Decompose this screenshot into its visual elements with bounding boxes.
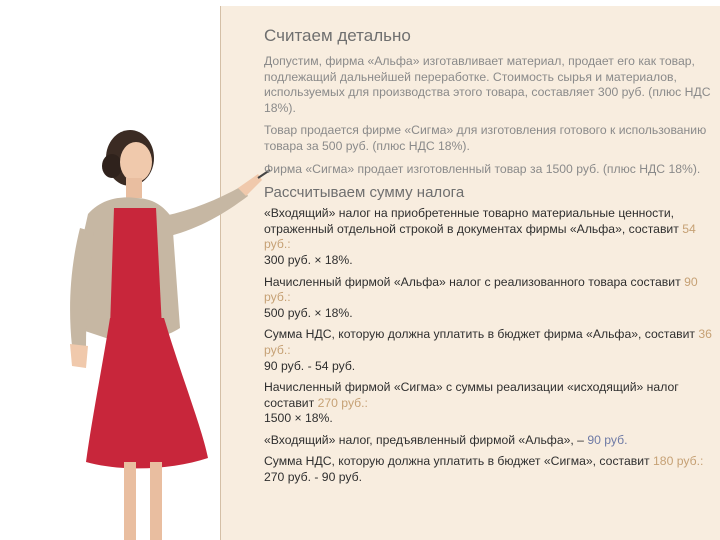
calc-text: Сумма НДС, которую должна уплатить в бюджет «Сигма», составит xyxy=(264,454,654,469)
section-subtitle: Рассчитываем сумму налога xyxy=(264,184,465,202)
calc-text: Сумма НДС, которую должна уплатить в бюджет фирма «Альфа», составит xyxy=(264,327,699,342)
calc-item xyxy=(264,206,714,268)
calc-value: 90 руб. xyxy=(587,432,628,447)
calc-text: Начисленный фирмой «Альфа» налог с реализованного товара составит xyxy=(264,274,685,289)
calc-text: «Входящий» налог, предъявленный фирмой «Альфа», – xyxy=(264,432,588,447)
article xyxy=(264,26,714,492)
calc-text: «Входящий» налог на приобретенные товарно материальные ценности, отраженный отдельной строкой в документах фирмы «Альфа», составит xyxy=(264,206,683,236)
calc-formula: 300 руб. × 18%. xyxy=(264,252,353,267)
calc-item xyxy=(264,454,714,485)
calc-value: 270 руб.: xyxy=(317,395,368,410)
intro-paragraph: Товар продается фирме «Сигма» для изготовления готового к использованию товара за 500 руб. (плюс НДС 18%). xyxy=(264,123,707,153)
calc-item xyxy=(264,380,714,427)
calc-formula: 500 руб. × 18%. xyxy=(264,305,353,320)
intro-paragraph: Фирма «Сигма» продает изготовленный товар за 1500 руб. (плюс НДС 18%). xyxy=(264,161,701,176)
presenter-illustration xyxy=(52,118,282,540)
page-title: Считаем детально xyxy=(264,26,411,45)
calc-value: 54 руб.: xyxy=(264,221,696,252)
calc-item xyxy=(264,433,714,449)
calc-formula: 270 руб. - 90 руб. xyxy=(264,470,362,485)
calc-item xyxy=(264,327,714,374)
calc-value: 180 руб.: xyxy=(653,454,704,469)
calc-item xyxy=(264,275,714,322)
calc-value: 90 руб.: xyxy=(264,274,698,305)
calc-text: Начисленный фирмой «Сигма» с суммы реализации «исходящий» налог составит xyxy=(264,380,679,410)
calc-value: 36 руб.: xyxy=(264,327,712,357)
calc-formula: 1500 × 18%. xyxy=(264,411,333,426)
calc-formula: 90 руб. - 54 руб. xyxy=(264,358,356,373)
intro-paragraph: Допустим, фирма «Альфа» изготавливает материал, продает его как товар, подлежащий дальнейшей переработке. Стоимость сырья и материалов, используемых для производства этого товара, составляет 300 руб. (плюс НДС 18%). xyxy=(264,54,711,115)
